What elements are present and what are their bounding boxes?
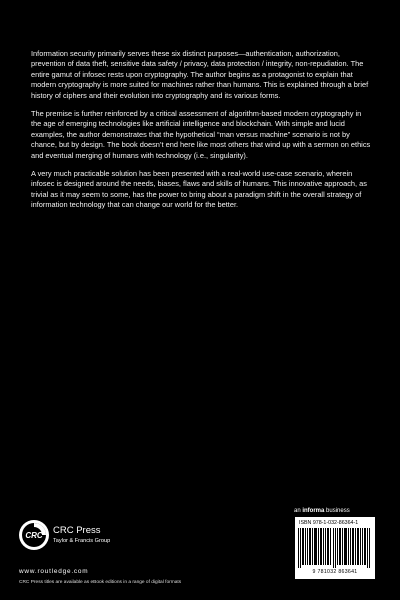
isbn-barcode xyxy=(295,517,375,579)
description-paragraph-3: A very much practicable solution has been presented with a real-world use-case scenario, wherein infosec is designed around the needs, biases, flaws and skills of humans. This innovative approach, as trivial as it may seem to some, has the power to bring about a paradigm shift in the overall strategy of information technology that can change our world for the better. xyxy=(31,169,367,210)
informa-suffix: business xyxy=(324,508,350,514)
logo-text: CRC xyxy=(25,531,43,540)
barcode-digits: 9 781032 863641 xyxy=(312,569,358,575)
publisher-website: www.routledge.com xyxy=(19,568,89,575)
publisher-name: CRC Press xyxy=(53,525,101,536)
informa-prefix: an xyxy=(294,508,303,514)
publisher-group: Taylor & Francis Group xyxy=(53,538,111,544)
book-description xyxy=(31,49,371,219)
description-paragraph-1: Information security primarily serves these six distinct purposes—authentication, authorization, prevention of data theft, sensitive data safety / privacy, data protection / integrity, non-repudiation. The entire gamut of infosec rests upon cryptography. The author begins as a protagonist to explain that modern cryptography is more suited for machines rather than humans. This is explained through a brief history of ciphers and their evolution into cryptography and its various forms. xyxy=(31,49,369,100)
description-paragraph-2: The premise is further reinforced by a critical assessment of algorithm-based modern cryptography in the age of emerging technologies like artificial intelligence and blockchain. With simple and lucid examples, the author demonstrates that the hypothetical “man versus machine” scenario is not by chance, but by design. The book doesn’t end here like most others that wind up with a sermon on ethics and eventual merging of humans with technology (i.e., singularity). xyxy=(31,109,371,160)
informa-brand: informa xyxy=(302,508,325,514)
barcode-icon xyxy=(298,528,372,568)
ebook-availability-note: CRC Press titles are available as eBook editions in a range of digital formats xyxy=(19,580,182,585)
isbn-label: ISBN 978-1-032-86364-1 xyxy=(299,520,359,526)
informa-business-tag xyxy=(294,508,350,514)
crc-press-logo-icon xyxy=(18,519,50,551)
